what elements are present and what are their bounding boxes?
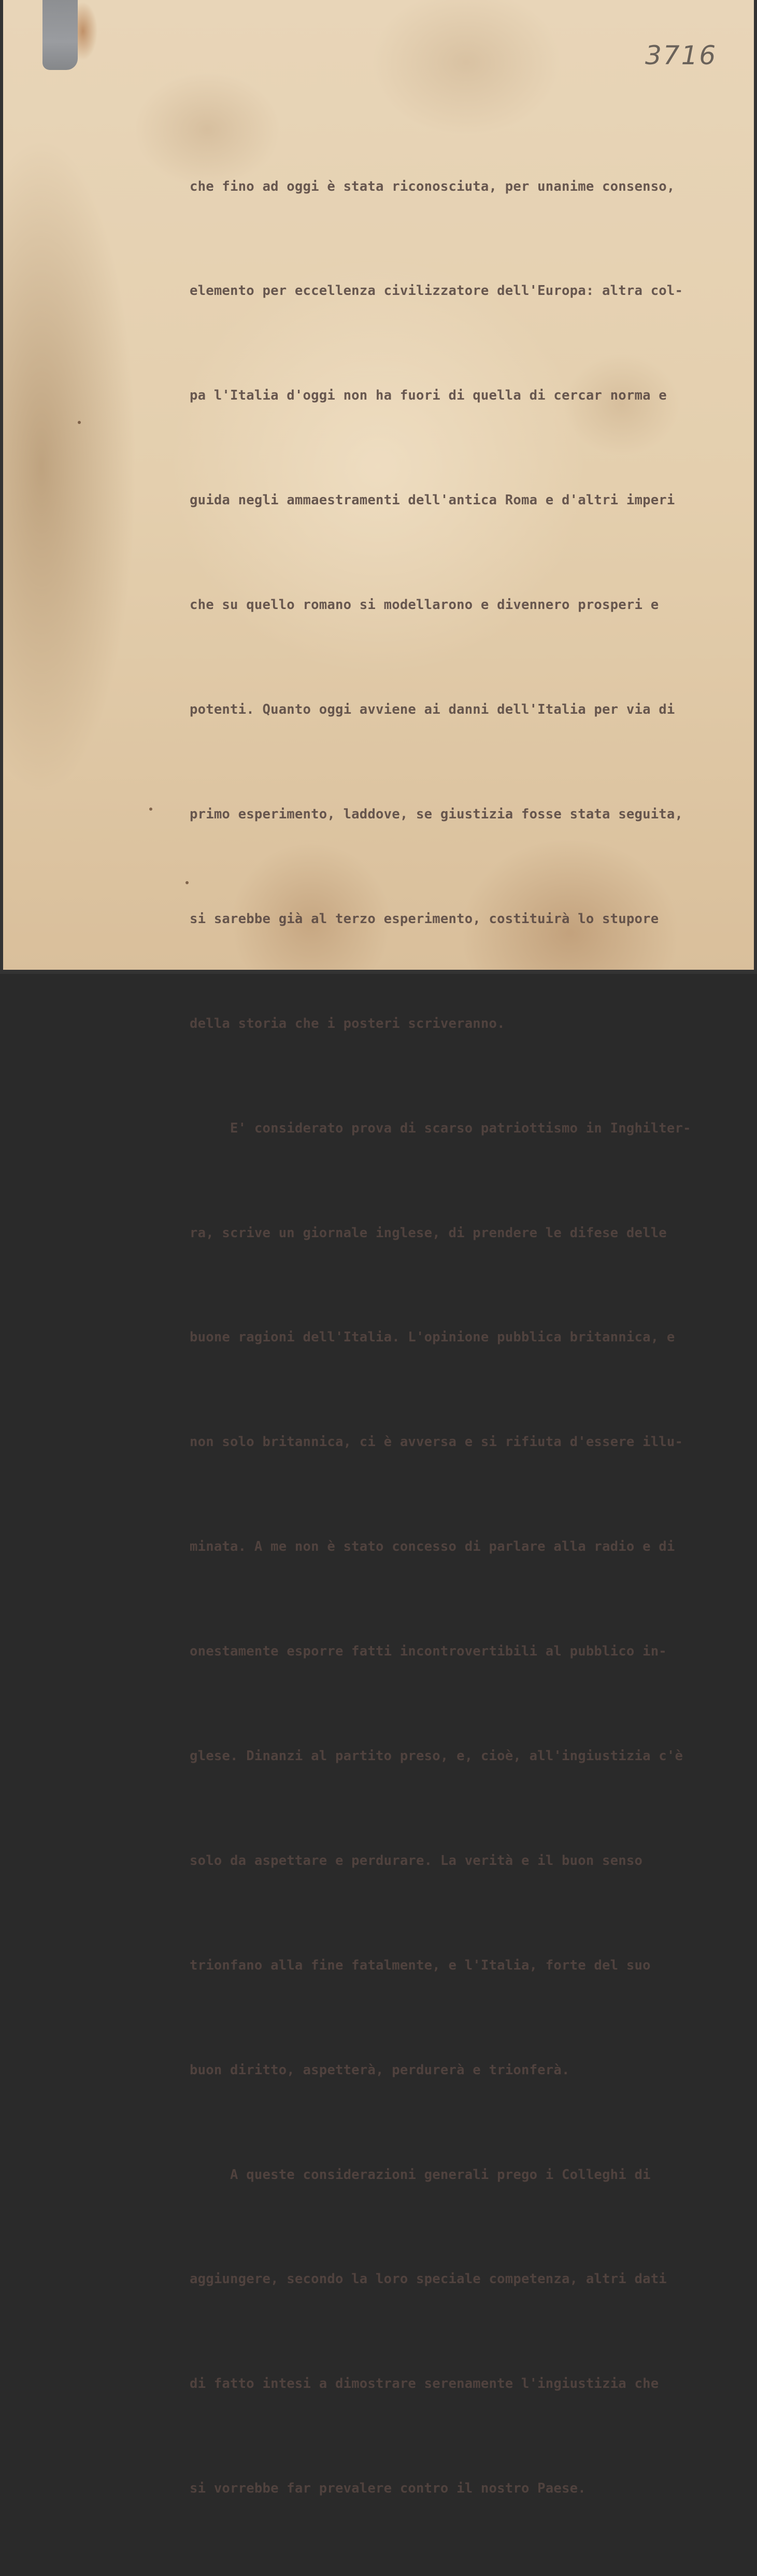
typed-text-body — [190, 100, 744, 2576]
text-line: che fino ad oggi è stata riconosciuta, per unanime consenso, — [190, 178, 675, 194]
stain — [73, 0, 114, 78]
text-line: trionfano alla fine fatalmente, e l'Italia, forte del suo — [190, 1957, 651, 1973]
text-line: della storia che i posteri scriveranno. — [190, 1015, 505, 1031]
scan-border — [0, 0, 3, 974]
page-number: 3716 — [645, 40, 718, 70]
text-line: primo esperimento, laddove, se giustizia fosse stata seguita, — [190, 806, 683, 822]
text-line: E' considerato prova di scarso patriottismo in Inghilter- — [190, 1120, 691, 1136]
text-line: elemento per eccellenza civilizzatore dell'Europa: altra col- — [190, 283, 683, 299]
stray-mark — [149, 808, 152, 811]
text-line: che su quello romano si modellarono e divennero prosperi e — [190, 597, 659, 613]
text-line: si sarebbe già al terzo esperimento, costituirà lo stupore — [190, 911, 659, 927]
tape-strip — [42, 0, 78, 70]
text-line: di fatto intesi a dimostrare serenamente l'ingiustizia che — [190, 2376, 659, 2392]
text-line: minata. A me non è stato concesso di parlare alla radio e di — [190, 1539, 675, 1555]
text-line: ra, scrive un giornale inglese, di prendere le difese delle — [190, 1225, 667, 1241]
scan-border — [0, 970, 757, 974]
stray-mark — [78, 421, 81, 424]
text-line: glese. Dinanzi al partito preso, e, cioè, all'ingiustizia c'è — [190, 1748, 683, 1764]
text-line: guida negli ammaestramenti dell'antica Roma e d'altri imperi — [190, 492, 675, 508]
text-line: aggiungere, secondo la loro speciale competenza, altri dati — [190, 2271, 667, 2287]
text-line: pa l'Italia d'oggi non ha fuori di quella di cercar norma e — [190, 388, 667, 404]
scan-border — [754, 0, 757, 974]
text-line: buone ragioni dell'Italia. L'opinione pubblica britannica, e — [190, 1329, 675, 1346]
text-line: potenti. Quanto oggi avviene ai danni dell'Italia per via di — [190, 702, 675, 718]
stray-mark — [185, 881, 189, 884]
text-line: si vorrebbe far prevalere contro il nostro Paese. — [190, 2481, 586, 2497]
text-line: solo da aspettare e perdurare. La verità e il buon senso — [190, 1852, 643, 1869]
text-line: non solo britannica, ci è avversa e si rifiuta d'essere illu- — [190, 1434, 683, 1450]
text-line: buon diritto, aspetterà, perdurerà e trionferà. — [190, 2062, 570, 2078]
text-line: A queste considerazioni generali prego i Colleghi di — [190, 2167, 651, 2183]
text-line: onestamente esporre fatti incontrovertibili al pubblico in- — [190, 1644, 667, 1660]
